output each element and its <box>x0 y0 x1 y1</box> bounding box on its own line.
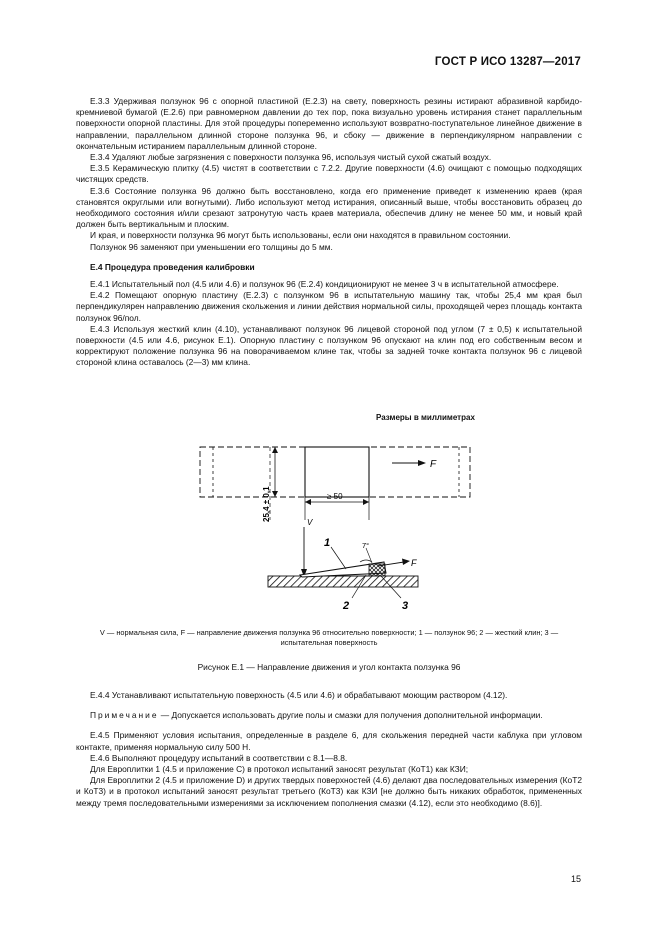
callout-1: 1 <box>324 537 331 549</box>
dim-length-label: ≥ 50 <box>327 492 343 501</box>
plan-slider-rect <box>305 447 369 497</box>
para-edges: И края, и поверхности ползунка 96 могут быть использованы, если они находятся в правильном состоянии. <box>90 230 511 241</box>
callout-3: 3 <box>402 600 409 612</box>
plan-dashed-outline <box>200 447 470 497</box>
angle-label: 7° <box>362 541 370 550</box>
para-e35: Е.3.5 Керамическую плитку (4.5) чистят в соответствии с 7.2.2. Другие поверхности (4.6) очищают с помощью подходящих чистящих средств. <box>76 163 582 185</box>
para-e43: Е.4.3 Используя жесткий клин (4.10), устанавливают ползунок 96 лицевой стороной под углом (7 ± 0,5) к испытательной поверхности (4.5 или 4.6, рисунок Е.1). Опорную пластину с ползунком 96 опускают на клин под его собственным весом и корректируют положение ползунка 96 на поворачиваемом клине так, чтобы за задней точке контакта ползунок 96 с лицевой стороной клина оставалось (2—3) мм клина. <box>76 323 582 368</box>
para-e46: Е.4.6 Выполняют процедуру испытаний в соответствии с 8.1—8.8. <box>90 752 348 763</box>
force-label-side: F <box>411 558 417 568</box>
para-e42: Е.4.2 Помещают опорную пластину (Е.2.3) с ползунком 96 в испытательную машину так, чтобы 25,4 мм края был перпендикулярен направлению движения скольжения и линии действия нормальной силы, проходящей через площадь контакта ползунок 96/пол. <box>76 290 582 323</box>
para-e45: Е.4.5 Применяют условия испытания, определенные в разделе 6, для скольжения передней части каблука при угловом контакте, применяя нормальную силу 500 Н. <box>76 730 582 752</box>
text-block-e44 <box>76 690 582 809</box>
figure-legend: V — нормальная сила, F — направление движения ползунка 96 относительно поверхности; 1 — ползунок 96; 2 — жесткий клин; 3 — испытательная поверхность <box>99 628 559 647</box>
page-number: 15 <box>570 874 581 884</box>
callout-2: 2 <box>343 600 350 612</box>
para-e34: Е.3.4 Удаляют любые загрязнения с поверхности ползунка 96, используя чистый сухой сжатый воздух. <box>90 152 492 163</box>
figure-caption: Рисунок Е.1 — Направление движения и угол контакта ползунка 96 <box>197 662 461 672</box>
dim-height-label: 25,4 ± 0,1 <box>262 486 271 522</box>
document-header: ГОСТ Р ИСО 13287—2017 <box>434 56 581 68</box>
para-e36: Е.3.6 Состояние ползунка 96 должно быть восстановлено, когда его применение приведет к изменению краев (края становятся округлыми или вогнутыми). Либо используют метод истирания, описанный выше, чтобы восстановить образец до необходимого состояния и/или срезают затронутую часть краев материала, обеспечив длину не менее 50 мм, и новый край должен быть вертикальным и плоским. <box>76 185 582 230</box>
normal-force-label: V <box>307 518 313 527</box>
para-eurotile2: Для Европлитки 2 (4.5 и приложение D) и других твердых поверхностей (4.6) делают два последовательных измерения (КоТ2 и КоТ3) и в протокол испытаний заносят результат третьего (КоТ3) как КЗИ [не должно быть никаких обработок, примененных между тремя последовательными измерениями за исключением пополнения смазки (4.12), если это необходимо (8.6)]. <box>76 775 582 808</box>
section-heading-e4: Е.4 Процедура проведения калибровки <box>90 261 255 272</box>
para-replace: Ползунок 96 заменяют при уменьшении его толщины до 5 мм. <box>90 241 333 252</box>
para-e33: Е.3.3 Удерживая ползунок 96 с опорной пластиной (Е.2.3) на свету, поверхность резины истирают абразивной карбидо-кремниевой бумагой (Е.2.6) при равномерном давлении до тех пор, пока визуально уровень истирания станет параллельным поверхности опорной пластины. Для этой процедуры попеременно используют возвратно-поступательное линейное движение в направлении, параллельном длинной стороне ползунка 96, и сбоку — движение в перпендикулярном направлении с окончательным истиранием параллельным длинной стороне. <box>76 96 582 151</box>
note-text: — Допускается использовать другие полы и смазки для получения дополнительной информации. <box>158 710 543 721</box>
test-surface <box>268 576 418 587</box>
note-label: Примечание <box>90 710 159 721</box>
para-e44: Е.4.4 Устанавливают испытательную поверхность (4.5 или 4.6) и обрабатывают моющим раствором (4.12). <box>90 690 508 700</box>
para-eurotile1: Для Европлитки 1 (4.5 и приложение С) в протокол испытаний заносят результат (КоТ1) как КЗИ; <box>90 764 469 775</box>
note <box>76 710 582 721</box>
force-label-plan: F <box>430 459 437 470</box>
sizes-note: Размеры в миллиметрах <box>376 413 475 422</box>
para-e41: Е.4.1 Испытательный пол (4.5 или 4.6) и ползунок 96 (Е.2.4) кондиционируют не менее 3 ч в испытательной атмосфере. <box>90 279 559 290</box>
